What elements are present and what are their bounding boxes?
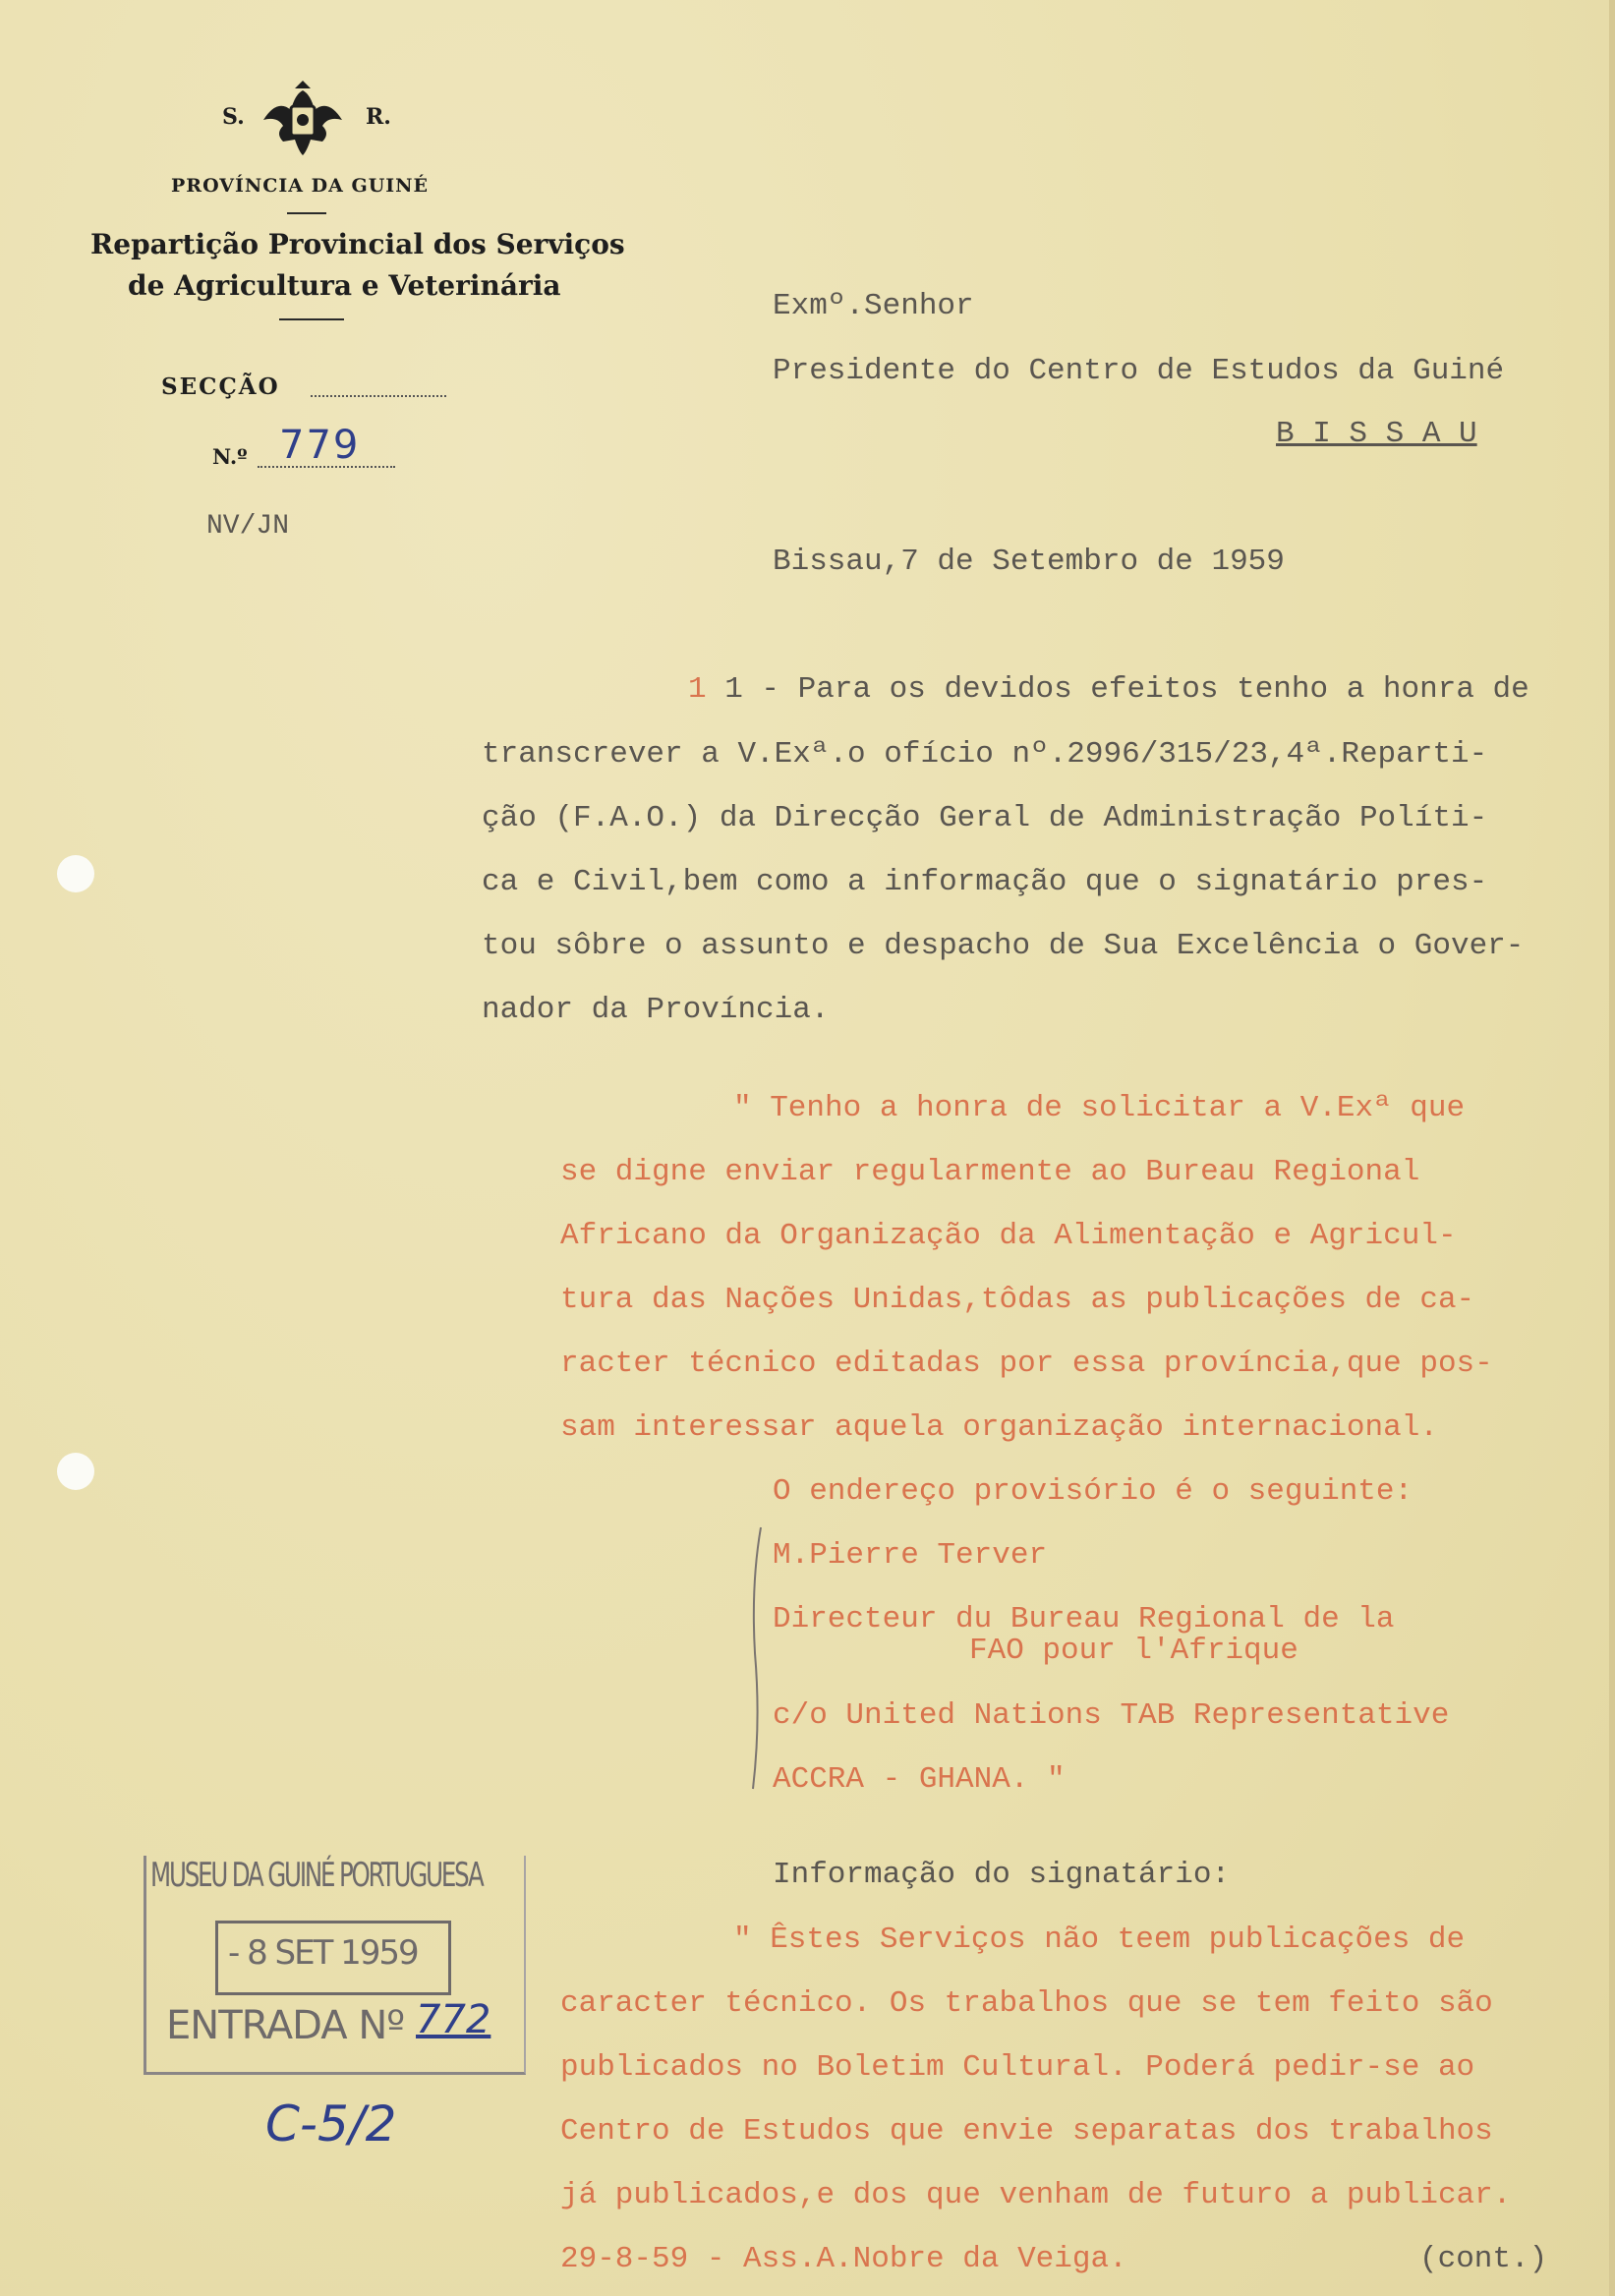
text-line: publicados no Boletim Cultural. Poderá pedir-se ao xyxy=(560,2050,1475,2085)
divider xyxy=(279,318,344,320)
department-line-1: Repartição Provincial dos Serviços xyxy=(90,228,625,260)
number-label: N.º xyxy=(212,444,248,469)
archive-reference: C-5/2 xyxy=(265,2095,397,2152)
text-line: M.Pierre Terver xyxy=(773,1538,1048,1573)
stamp-date: - 8 SET 1959 xyxy=(228,1933,418,1973)
punch-hole xyxy=(57,1453,94,1490)
recipient-title: Presidente do Centro de Estudos da Guiné xyxy=(773,354,1505,388)
text-line: 29-8-59 - Ass.A.Nobre da Veiga. xyxy=(560,2242,1127,2276)
text-line: ção (F.A.O.) da Direcção Geral de Administração Políti- xyxy=(482,801,1488,835)
text-line: tura das Nações Unidas,tôdas as publicações de ca- xyxy=(560,1283,1475,1317)
text-line: já publicados,e dos que venham de futuro a publicar. xyxy=(560,2178,1512,2212)
text-line: ca e Civil,bem como a informação que o signatário pres- xyxy=(482,865,1488,899)
text-line: Directeur du Bureau Regional de la xyxy=(773,1602,1395,1636)
stamp-entry-label: ENTRADA Nº xyxy=(166,2003,405,2048)
text-line: Centro de Estudos que envie separatas dos trabalhos xyxy=(560,2114,1493,2149)
province-name: PROVÍNCIA DA GUINÉ xyxy=(171,175,430,197)
number-value: 779 xyxy=(279,423,361,468)
initials: NV/JN xyxy=(206,511,290,542)
text-line: ACCRA - GHANA. " xyxy=(773,1762,1066,1797)
text-line: tou sôbre o assunto e despacho de Sua Excelência o Gover- xyxy=(482,929,1525,963)
text-line: c/o United Nations TAB Representative xyxy=(773,1698,1450,1733)
continued-marker: (cont.) xyxy=(1419,2242,1548,2276)
text-line: " Êstes Serviços não teem publicações de xyxy=(733,1923,1466,1957)
letterhead-s: S. xyxy=(222,104,245,130)
text-line: " Tenho a honra de solicitar a V.Exª que xyxy=(733,1091,1466,1125)
text-line: se digne enviar regularmente ao Bureau Regional xyxy=(560,1155,1420,1189)
salutation: Exmº.Senhor xyxy=(773,289,974,323)
text-line: caracter técnico. Os trabalhos que se tem feito são xyxy=(560,1986,1493,2021)
entry-stamp xyxy=(144,1856,526,2075)
stamp-museum: MUSEU DA GUINÉ PORTUGUESA xyxy=(150,1856,483,1895)
letterhead-r: R. xyxy=(366,104,391,130)
coat-of-arms-icon xyxy=(258,81,348,157)
address-bracket xyxy=(745,1525,775,1791)
text-line: racter técnico editadas por essa província,que pos- xyxy=(560,1347,1493,1381)
text-line: FAO pour l'Afrique xyxy=(969,1634,1298,1668)
date-line: Bissau,7 de Setembro de 1959 xyxy=(773,545,1285,579)
info-heading: Informação do signatário: xyxy=(773,1858,1231,1892)
text-line: Africano da Organização da Alimentação e Agricul- xyxy=(560,1219,1457,1253)
divider xyxy=(287,212,326,214)
section-field xyxy=(311,395,446,397)
text-line: sam interessar aquela organização internacional. xyxy=(560,1410,1438,1445)
department-line-2: de Agricultura e Veterinária xyxy=(128,269,561,302)
text-line: transcrever a V.Exª.o ofício nº.2996/315/23,4ª.Reparti- xyxy=(482,737,1488,772)
section-label: SECÇÃO xyxy=(161,373,280,400)
text-line: nador da Província. xyxy=(482,993,830,1027)
paper-edge xyxy=(1609,0,1615,2296)
recipient-city: B I S S A U xyxy=(1276,417,1477,451)
stamp-entry-number: 772 xyxy=(416,1997,491,2042)
text-line: O endereço provisório é o seguinte: xyxy=(773,1474,1413,1509)
text-line: 1 1 - Para os devidos efeitos tenho a honra de xyxy=(688,672,1529,707)
punch-hole xyxy=(57,855,94,892)
stamp-date-box xyxy=(215,1921,451,1995)
